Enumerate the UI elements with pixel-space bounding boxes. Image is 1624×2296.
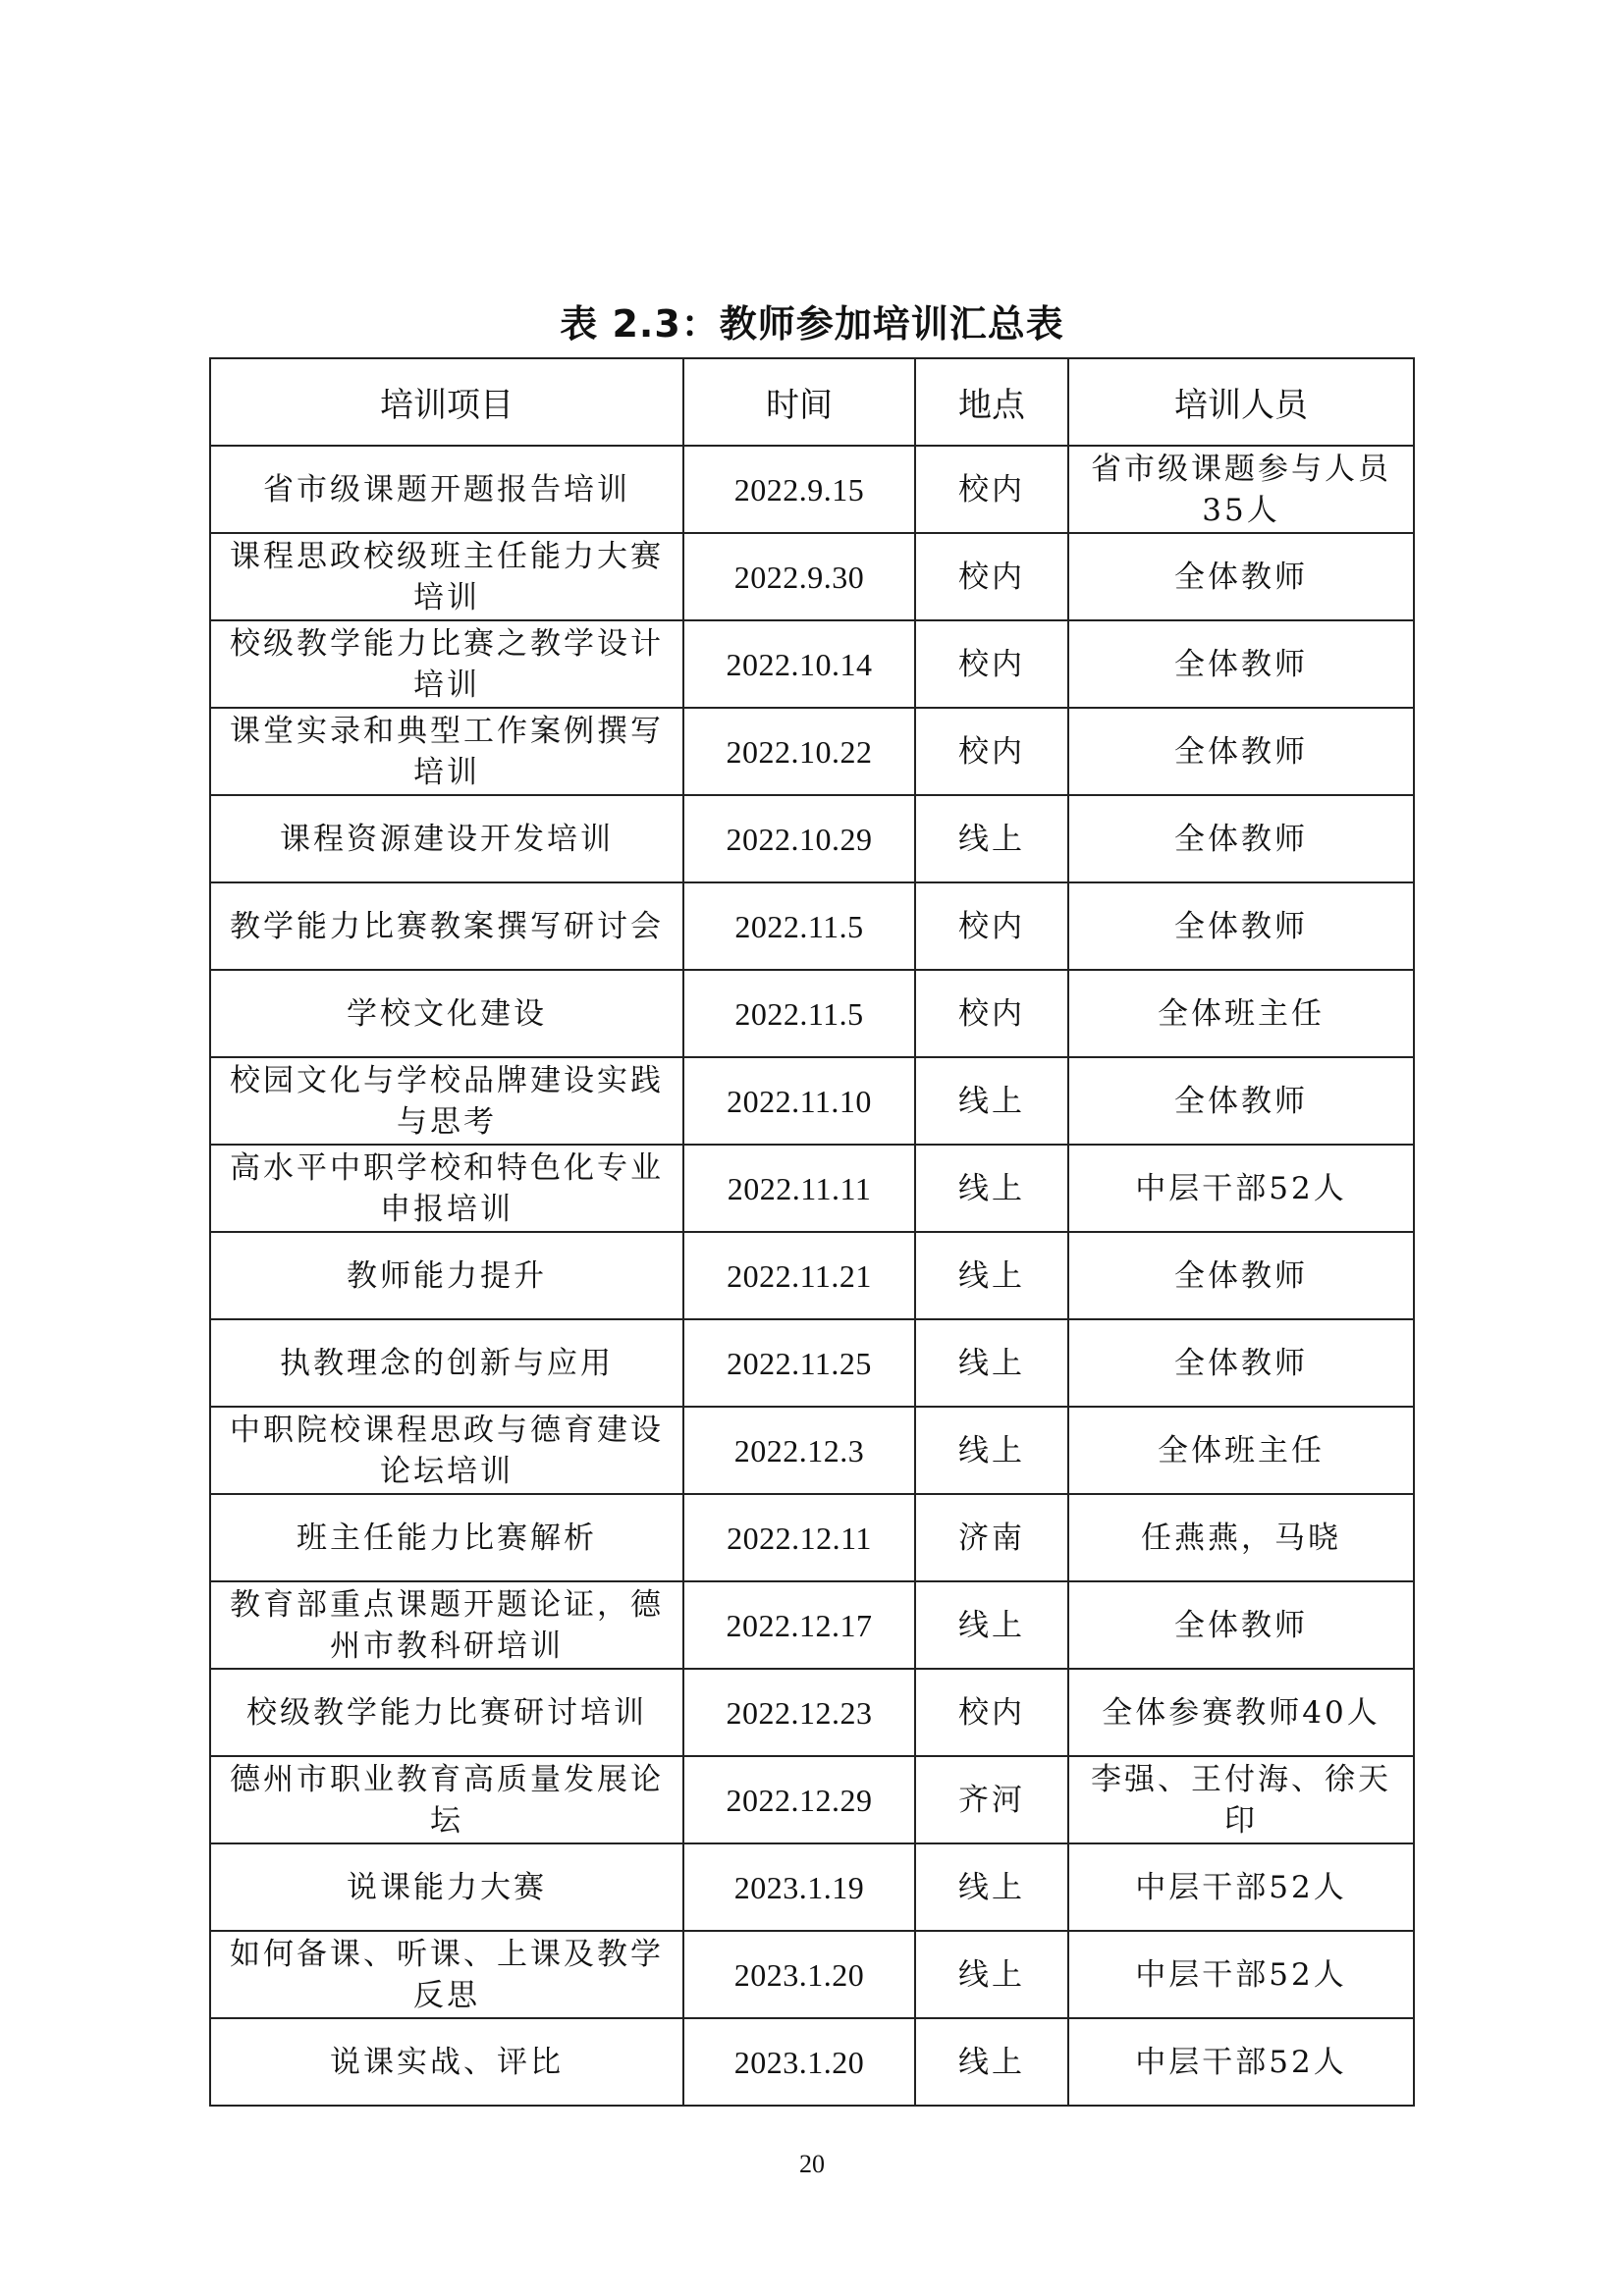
cell-participants: 全体参赛教师40人	[1068, 1669, 1414, 1756]
cell-time: 2022.9.30	[683, 533, 915, 620]
cell-time: 2022.10.14	[683, 620, 915, 708]
table-row	[210, 1407, 1414, 1494]
table-row	[210, 882, 1414, 970]
cell-training-item: 课堂实录和典型工作案例撰写培训	[210, 708, 683, 795]
table-row	[210, 1145, 1414, 1232]
cell-training-item: 说课能力大赛	[210, 1843, 683, 1931]
table-row	[210, 708, 1414, 795]
cell-training-item: 中职院校课程思政与德育建设论坛培训	[210, 1407, 683, 1494]
cell-location: 校内	[915, 708, 1068, 795]
cell-participants: 全体班主任	[1068, 970, 1414, 1057]
cell-time: 2022.10.22	[683, 708, 915, 795]
cell-participants: 全体教师	[1068, 533, 1414, 620]
cell-participants: 李强、王付海、徐天印	[1068, 1756, 1414, 1843]
cell-time: 2022.11.21	[683, 1232, 915, 1319]
table-header-row	[210, 358, 1414, 446]
cell-time: 2023.1.20	[683, 2018, 915, 2106]
cell-participants: 中层干部52人	[1068, 2018, 1414, 2106]
table-row	[210, 1843, 1414, 1931]
cell-time: 2022.11.11	[683, 1145, 915, 1232]
cell-training-item: 高水平中职学校和特色化专业申报培训	[210, 1145, 683, 1232]
cell-participants: 省市级课题参与人员35人	[1068, 446, 1414, 533]
cell-time: 2023.1.20	[683, 1931, 915, 2018]
cell-time: 2023.1.19	[683, 1843, 915, 1931]
table-row	[210, 1669, 1414, 1756]
cell-time: 2022.12.23	[683, 1669, 915, 1756]
cell-participants: 全体教师	[1068, 1319, 1414, 1407]
table-row	[210, 1581, 1414, 1669]
table-row	[210, 620, 1414, 708]
cell-time: 2022.10.29	[683, 795, 915, 882]
cell-participants: 全体教师	[1068, 795, 1414, 882]
cell-participants: 全体教师	[1068, 882, 1414, 970]
table-row	[210, 1232, 1414, 1319]
cell-participants: 全体教师	[1068, 620, 1414, 708]
cell-location: 线上	[915, 1145, 1068, 1232]
header-time: 时间	[683, 358, 915, 446]
cell-location: 济南	[915, 1494, 1068, 1581]
cell-training-item: 学校文化建设	[210, 970, 683, 1057]
table-row	[210, 970, 1414, 1057]
cell-training-item: 校级教学能力比赛研讨培训	[210, 1669, 683, 1756]
cell-time: 2022.11.5	[683, 882, 915, 970]
cell-time: 2022.12.29	[683, 1756, 915, 1843]
cell-training-item: 德州市职业教育高质量发展论坛	[210, 1756, 683, 1843]
cell-participants: 全体班主任	[1068, 1407, 1414, 1494]
cell-training-item: 校园文化与学校品牌建设实践与思考	[210, 1057, 683, 1145]
training-summary-table	[209, 357, 1415, 2107]
cell-training-item: 教育部重点课题开题论证，德州市教科研培训	[210, 1581, 683, 1669]
cell-training-item: 省市级课题开题报告培训	[210, 446, 683, 533]
cell-location: 校内	[915, 970, 1068, 1057]
table-row	[210, 2018, 1414, 2106]
cell-training-item: 校级教学能力比赛之教学设计培训	[210, 620, 683, 708]
cell-location: 线上	[915, 1319, 1068, 1407]
header-location: 地点	[915, 358, 1068, 446]
table-row	[210, 795, 1414, 882]
cell-location: 线上	[915, 2018, 1068, 2106]
cell-time: 2022.11.25	[683, 1319, 915, 1407]
table-row	[210, 533, 1414, 620]
cell-participants: 中层干部52人	[1068, 1145, 1414, 1232]
cell-training-item: 说课实战、评比	[210, 2018, 683, 2106]
cell-training-item: 执教理念的创新与应用	[210, 1319, 683, 1407]
cell-location: 校内	[915, 533, 1068, 620]
header-training-item: 培训项目	[210, 358, 683, 446]
cell-training-item: 教师能力提升	[210, 1232, 683, 1319]
table-row	[210, 1319, 1414, 1407]
cell-location: 线上	[915, 1232, 1068, 1319]
cell-training-item: 课程资源建设开发培训	[210, 795, 683, 882]
cell-training-item: 课程思政校级班主任能力大赛培训	[210, 533, 683, 620]
cell-participants: 全体教师	[1068, 1057, 1414, 1145]
cell-location: 校内	[915, 620, 1068, 708]
cell-participants: 任燕燕，马晓	[1068, 1494, 1414, 1581]
cell-location: 线上	[915, 1057, 1068, 1145]
table-row	[210, 1057, 1414, 1145]
cell-training-item: 教学能力比赛教案撰写研讨会	[210, 882, 683, 970]
cell-location: 校内	[915, 1669, 1068, 1756]
header-participants: 培训人员	[1068, 358, 1414, 446]
cell-time: 2022.12.11	[683, 1494, 915, 1581]
cell-location: 线上	[915, 795, 1068, 882]
cell-time: 2022.12.17	[683, 1581, 915, 1669]
cell-participants: 中层干部52人	[1068, 1843, 1414, 1931]
cell-location: 齐河	[915, 1756, 1068, 1843]
table-row	[210, 1931, 1414, 2018]
cell-time: 2022.12.3	[683, 1407, 915, 1494]
cell-location: 线上	[915, 1931, 1068, 2018]
cell-participants: 全体教师	[1068, 708, 1414, 795]
cell-location: 校内	[915, 882, 1068, 970]
cell-location: 线上	[915, 1843, 1068, 1931]
table-row	[210, 446, 1414, 533]
page-number: 20	[799, 2150, 825, 2178]
table-row	[210, 1494, 1414, 1581]
cell-participants: 全体教师	[1068, 1232, 1414, 1319]
cell-participants: 全体教师	[1068, 1581, 1414, 1669]
cell-time: 2022.11.10	[683, 1057, 915, 1145]
table-title: 表 2.3：教师参加培训汇总表	[560, 302, 1064, 346]
table-row	[210, 1756, 1414, 1843]
cell-training-item: 班主任能力比赛解析	[210, 1494, 683, 1581]
cell-participants: 中层干部52人	[1068, 1931, 1414, 2018]
cell-training-item: 如何备课、听课、上课及教学反思	[210, 1931, 683, 2018]
cell-location: 线上	[915, 1407, 1068, 1494]
cell-location: 校内	[915, 446, 1068, 533]
cell-time: 2022.9.15	[683, 446, 915, 533]
cell-time: 2022.11.5	[683, 970, 915, 1057]
cell-location: 线上	[915, 1581, 1068, 1669]
